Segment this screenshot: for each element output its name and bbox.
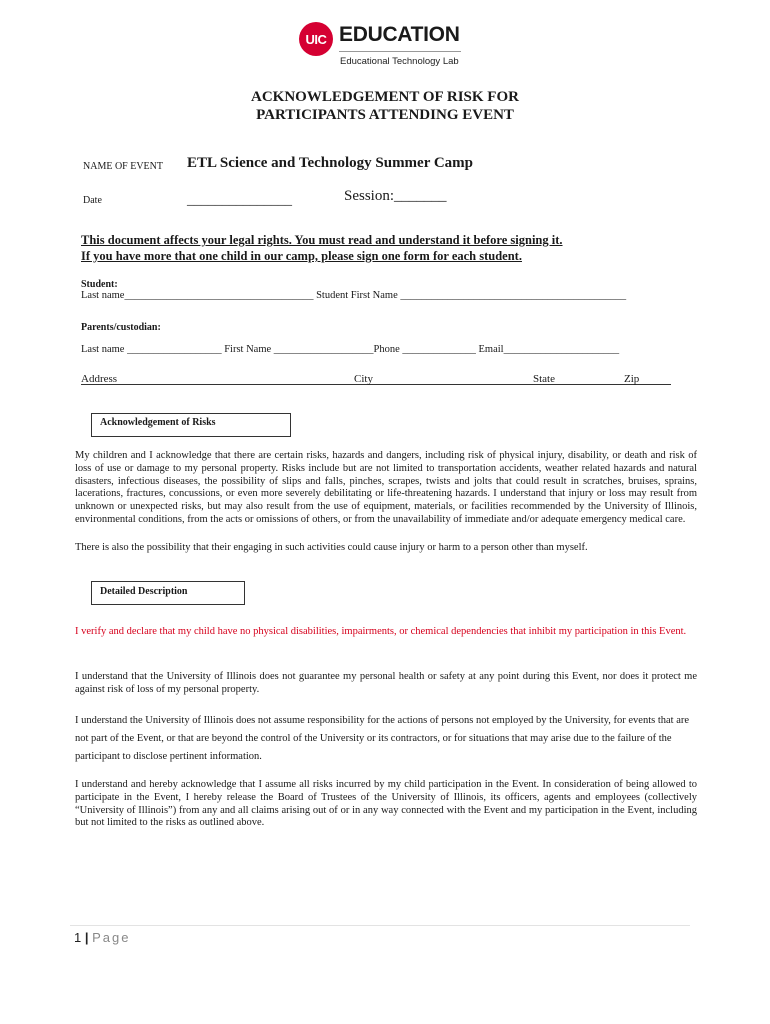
date-field[interactable]: _______________ bbox=[187, 193, 292, 208]
state-label: State bbox=[533, 373, 555, 385]
release-paragraph: I understand and hereby acknowledge that I assume all risks incurred by my child participation in the Event. In consideration of being allowed to participate in the Event, I hereby release the Board of Trustees of the University of Illinois, its officers, agents and employees (collectively “University of Illinois”) from any and all claims arising out of or in any way connected with the Event and my participation in the Event, including but not limited to the risks as outlined above. bbox=[75, 779, 697, 829]
page-footer bbox=[74, 930, 131, 945]
city-label: City bbox=[354, 373, 373, 385]
page-label: Page bbox=[92, 930, 131, 945]
logo-wordmark: EDUCATION bbox=[339, 23, 460, 46]
responsibility-paragraph: I understand the University of Illinois does not assume responsibility for the actions of persons not employed by the University, for events that are not part of the Event, or that are beyond the control of the University or its contractors, or for situations that may arise due to the failure of the participant to disclose pertinent information. bbox=[75, 715, 690, 762]
legal-warning-line1: This document affects your legal rights. You must read and understand it before signing it. bbox=[81, 233, 563, 247]
risk-acknowledgement-paragraph: My children and I acknowledge that there are certain risks, hazards and dangers, including risk of physical injury, disability, or death and risk of loss of use or damage to my personal property. Risks include but are not limited to transportation accidents, weather related hazards and natural disasters, infectious diseases, the possibility of slips and falls, pinches, scrapes, twists and jolts that could result in scratches, bruises, sprains, lacerations, fractures, concussions, or even more severely debilitating or life-threatening hazards. I understand that injury or loss may result from unknown or unexpected risks, but may also result from the use of equipment, materials, or facilities recommended by the University of Illinois, environmental conditions, from the acts or omissions of others, or from the unavailability of immediate and/or adequate emergency medical care. bbox=[75, 450, 697, 525]
session-field[interactable]: Session:_______ bbox=[344, 188, 447, 204]
acknowledgement-section-header: Acknowledgement of Risks bbox=[91, 413, 291, 437]
logo-divider bbox=[339, 51, 461, 52]
risk-harm-others-paragraph: There is also the possibility that their engaging in such activities could cause injury or harm to a person other than myself. bbox=[75, 542, 588, 553]
document-title-line1: ACKNOWLEDGEMENT OF RISK FOR bbox=[251, 89, 519, 105]
disability-declaration: I verify and declare that my child have no physical disabilities, impairments, or chemical dependencies that inhibit my participation in this Event. bbox=[75, 626, 687, 637]
student-heading: Student: bbox=[81, 279, 118, 290]
address-label: Address bbox=[81, 373, 118, 385]
detailed-description-header: Detailed Description bbox=[91, 581, 245, 605]
uic-logo-mark: UIC bbox=[299, 22, 333, 56]
page-number: 1 bbox=[74, 930, 82, 945]
parent-contact-fields[interactable]: Last name __________________ First Name ___________________Phone ______________ Email______________________ bbox=[81, 344, 620, 355]
date-label: Date bbox=[83, 195, 102, 206]
event-name-label: NAME OF EVENT bbox=[83, 161, 163, 172]
student-name-fields[interactable]: Last name____________________________________ Student First Name ___________________________________________ bbox=[81, 290, 627, 301]
parents-heading: Parents/custodian: bbox=[81, 322, 161, 333]
page-separator: | bbox=[84, 930, 89, 945]
footer-divider bbox=[70, 925, 690, 926]
document-title-line2: PARTICIPANTS ATTENDING EVENT bbox=[256, 107, 514, 123]
no-guarantee-paragraph: I understand that the University of Illinois does not guarantee my personal health or safety at any point during this Event, nor does it protect me against risk of loss of my personal property. bbox=[75, 671, 697, 695]
zip-label: Zip bbox=[624, 373, 640, 385]
legal-warning-line2: If you have more that one child in our camp, please sign one form for each student. bbox=[81, 249, 522, 263]
logo-subtitle: Educational Technology Lab bbox=[340, 56, 459, 67]
event-name-value: ETL Science and Technology Summer Camp bbox=[187, 155, 474, 171]
address-line[interactable] bbox=[81, 384, 671, 385]
